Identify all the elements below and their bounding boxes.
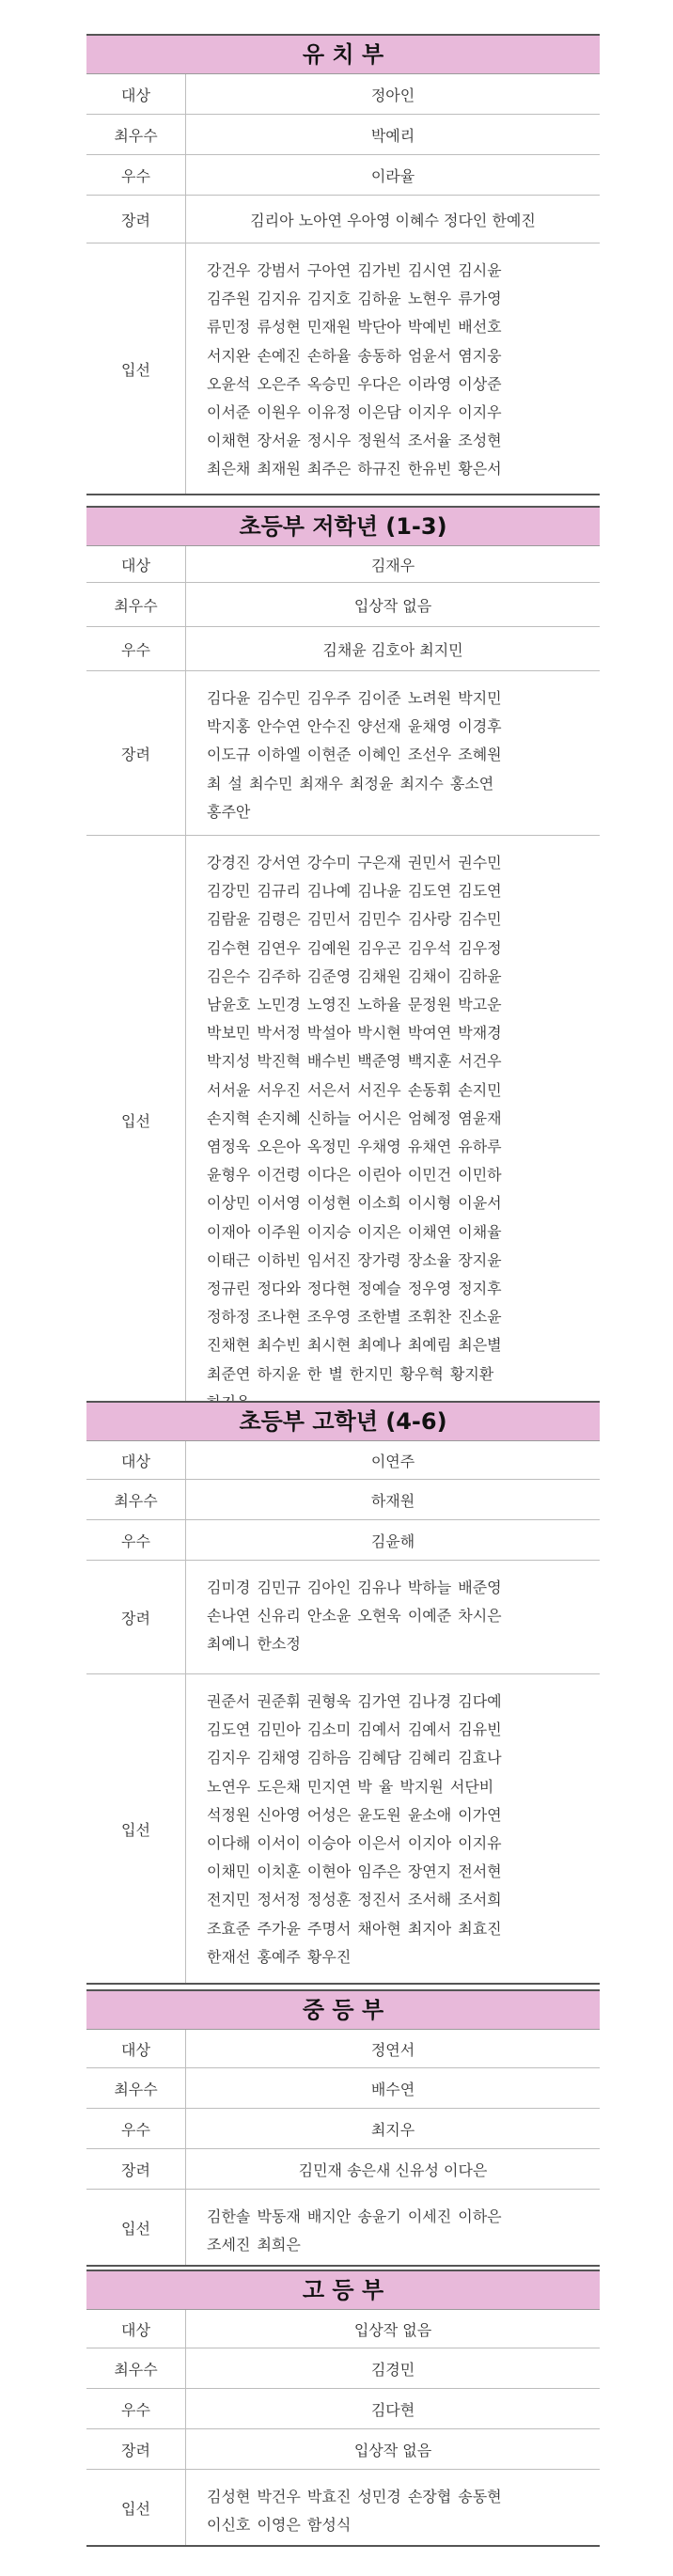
row-excellence	[86, 2348, 600, 2389]
row-encouragement	[86, 671, 600, 836]
names-list: 김한솔 박동재 배지안 송윤기 이세진 이하은 조세진 최희은	[207, 2207, 502, 2254]
row-label: 장려	[86, 671, 186, 835]
section-title: 초등부 고학년 (4-6)	[86, 1403, 600, 1441]
row-value: 김리아 노아연 우아영 이혜수 정다인 한예진	[250, 211, 536, 229]
row-value: 하재원	[370, 1491, 415, 1510]
row-label: 대상	[86, 2310, 186, 2348]
row-label: 장려	[86, 196, 186, 243]
row-grand-prize	[86, 1441, 600, 1480]
row-selected	[86, 836, 600, 1404]
row-label: 우수	[86, 2109, 186, 2148]
row-excellence	[86, 2068, 600, 2109]
row-value: 박예리	[370, 126, 415, 145]
row-value: 정연서	[370, 2040, 415, 2059]
row-merit	[86, 627, 600, 671]
row-label: 우수	[86, 155, 186, 195]
row-encouragement	[86, 196, 600, 243]
row-grand-prize	[86, 2310, 600, 2348]
row-value: 입상작 없음	[353, 596, 432, 615]
row-excellence	[86, 1480, 600, 1520]
row-label: 입선	[86, 2470, 186, 2545]
names-list: 김성현 박건우 박효진 성민경 손장협 송동현 이신호 이영은 함성식	[207, 2488, 502, 2535]
row-label: 입선	[86, 243, 186, 494]
row-label: 최우수	[86, 2068, 186, 2108]
row-grand-prize	[86, 546, 600, 583]
row-merit	[86, 2109, 600, 2149]
row-selected	[86, 2190, 600, 2265]
names-list: 김미경 김민규 김아인 김유나 박하늘 배준영 손나연 신유리 안소윤 오현욱 이예준 차시은 최예니 한소정	[207, 1579, 502, 1654]
row-selected	[86, 2470, 600, 2545]
row-value: 정아인	[370, 86, 415, 104]
row-value: 입상작 없음	[353, 2441, 432, 2459]
section-high-school	[86, 2270, 600, 2547]
row-label: 대상	[86, 546, 186, 582]
row-label: 최우수	[86, 115, 186, 154]
row-value: 배수연	[370, 2080, 415, 2098]
row-label: 최우수	[86, 1480, 186, 1519]
row-label: 우수	[86, 2389, 186, 2428]
row-value: 김경민	[370, 2360, 415, 2379]
section-title: 중 등 부	[86, 1991, 600, 2030]
row-value: 김다현	[370, 2400, 415, 2419]
section-elementary-upper	[86, 1401, 600, 1985]
row-grand-prize	[86, 74, 600, 115]
row-label: 대상	[86, 2030, 186, 2067]
row-value: 김민재 송은새 신유성 이다은	[298, 2160, 488, 2179]
row-label: 장려	[86, 2429, 186, 2469]
row-encouragement	[86, 1561, 600, 1674]
names-list: 강경진 강서연 강수미 구은재 권민서 권수민 김강민 김규리 김나예 김나윤 김도연 김도연 김람윤 김령은 김민서 김민수 김사랑 김수민 김수현 김연우 김예원 김우곤 김우석 김우정 김은수 김주하 김준영 김채원 김채이 김하윤 남윤호 노민경 노영진 노하율 문정원 박고운 박보민 박서정 박설아 박시현 박여연 박재경 박지성 박진혁 배수빈 백준영 백지훈 서건우 서서윤 서우진 서은서 서진우 손동휘 손지민 손지혁 손지혜 신하늘 어시은 엄혜정 염윤재 염정욱 오은아 옥정민 우채영 유채연 유하루 윤형우 이건령 이다은 이린아 이민건 이민하 이상민 이서영 이성현 이소희 이시형 이윤서 이재아 이주원 이지승 이지은 이채연 이채율 이태근 이하빈 임서진 장가령 장소율 장지윤 정규린 정다와 정다현 정예슬 정우영 정지후 정하정 조나현 조우영 조한별 조휘찬 진소윤 진채현 최수빈 최시현 최예나 최예림 최은별 최준연 하지윤 한 별 한지민 황우혁 황지환	[207, 854, 502, 1383]
row-excellence	[86, 115, 600, 155]
row-label: 입선	[86, 836, 186, 1404]
row-label: 우수	[86, 627, 186, 670]
section-title: 고 등 부	[86, 2271, 600, 2310]
row-merit	[86, 2389, 600, 2429]
row-label: 최우수	[86, 583, 186, 626]
row-merit	[86, 1520, 600, 1561]
section-elementary-lower	[86, 506, 600, 1406]
row-label: 대상	[86, 74, 186, 114]
names-list: 강건우 강범서 구아연 김가빈 김시연 김시윤 김주원 김지유 김지호 김하윤 노현우 류가영 류민정 류성현 민재원 박단아 박예빈 배선호 서지완 손예진 손하율 송동하 엄윤서 염지웅 오윤석 오은주 옥승민 우다은 이라영 이상준 이서준 이원우 이유정 이은담 이지우 이지우 이채현 장서윤 정시우 정원석 조서율 조성현 최은채 최재원 최주은 하규진 한유빈 황은서	[207, 261, 502, 479]
row-label: 입선	[86, 2190, 186, 2265]
row-label: 우수	[86, 1520, 186, 1560]
row-label: 장려	[86, 1561, 186, 1673]
row-value: 김재우	[370, 556, 415, 574]
row-selected	[86, 243, 600, 494]
section-title: 유 치 부	[86, 36, 600, 74]
row-label: 장려	[86, 2149, 186, 2189]
row-label: 최우수	[86, 2348, 186, 2388]
row-value: 김윤해	[370, 1531, 415, 1550]
row-label: 대상	[86, 1441, 186, 1479]
names-list: 권준서 권준휘 권형욱 김가연 김나경 김다예 김도연 김민아 김소미 김예서 김예서 김유빈 김지우 김채영 김하음 김혜담 김혜리 김효나 노연우 도은채 민지연 박 율 박지원 서단비 석정원 신아영 어성은 윤도원 윤소애 이가연 이다해 이서이 이승아 이은서 이지아 이지유 이채민 이치훈 이현아 임주은 장연지 전서현 전지민 정서정 정성훈 정진서 조서해 조서희 조효준 주가윤 주명서 채아현 최지아 최효진 한재선 홍예주 황우진	[207, 1692, 502, 1966]
section-middle-school	[86, 1989, 600, 2267]
row-encouragement	[86, 2429, 600, 2470]
row-value: 입상작 없음	[353, 2320, 432, 2339]
row-encouragement	[86, 2149, 600, 2190]
row-merit	[86, 155, 600, 196]
row-value: 이라율	[370, 166, 415, 185]
row-value: 이연주	[370, 1452, 415, 1470]
row-grand-prize	[86, 2030, 600, 2068]
row-value: 김채윤 김호아 최지민	[322, 640, 463, 659]
names-list: 김다윤 김수민 김우주 김이준 노려원 박지민 박지홍 안수연 안수진 양선재 윤채영 이경후 이도규 이하엘 이현준 이혜인 조선우 조혜원 최 설 최수민 최재우 최정윤 최지수 홍소연 홍주안	[207, 689, 502, 821]
row-value: 최지우	[370, 2120, 415, 2139]
row-excellence	[86, 583, 600, 627]
row-label: 입선	[86, 1674, 186, 1983]
row-selected	[86, 1674, 600, 1983]
section-kindergarten	[86, 34, 600, 495]
section-title: 초등부 저학년 (1-3)	[86, 508, 600, 546]
